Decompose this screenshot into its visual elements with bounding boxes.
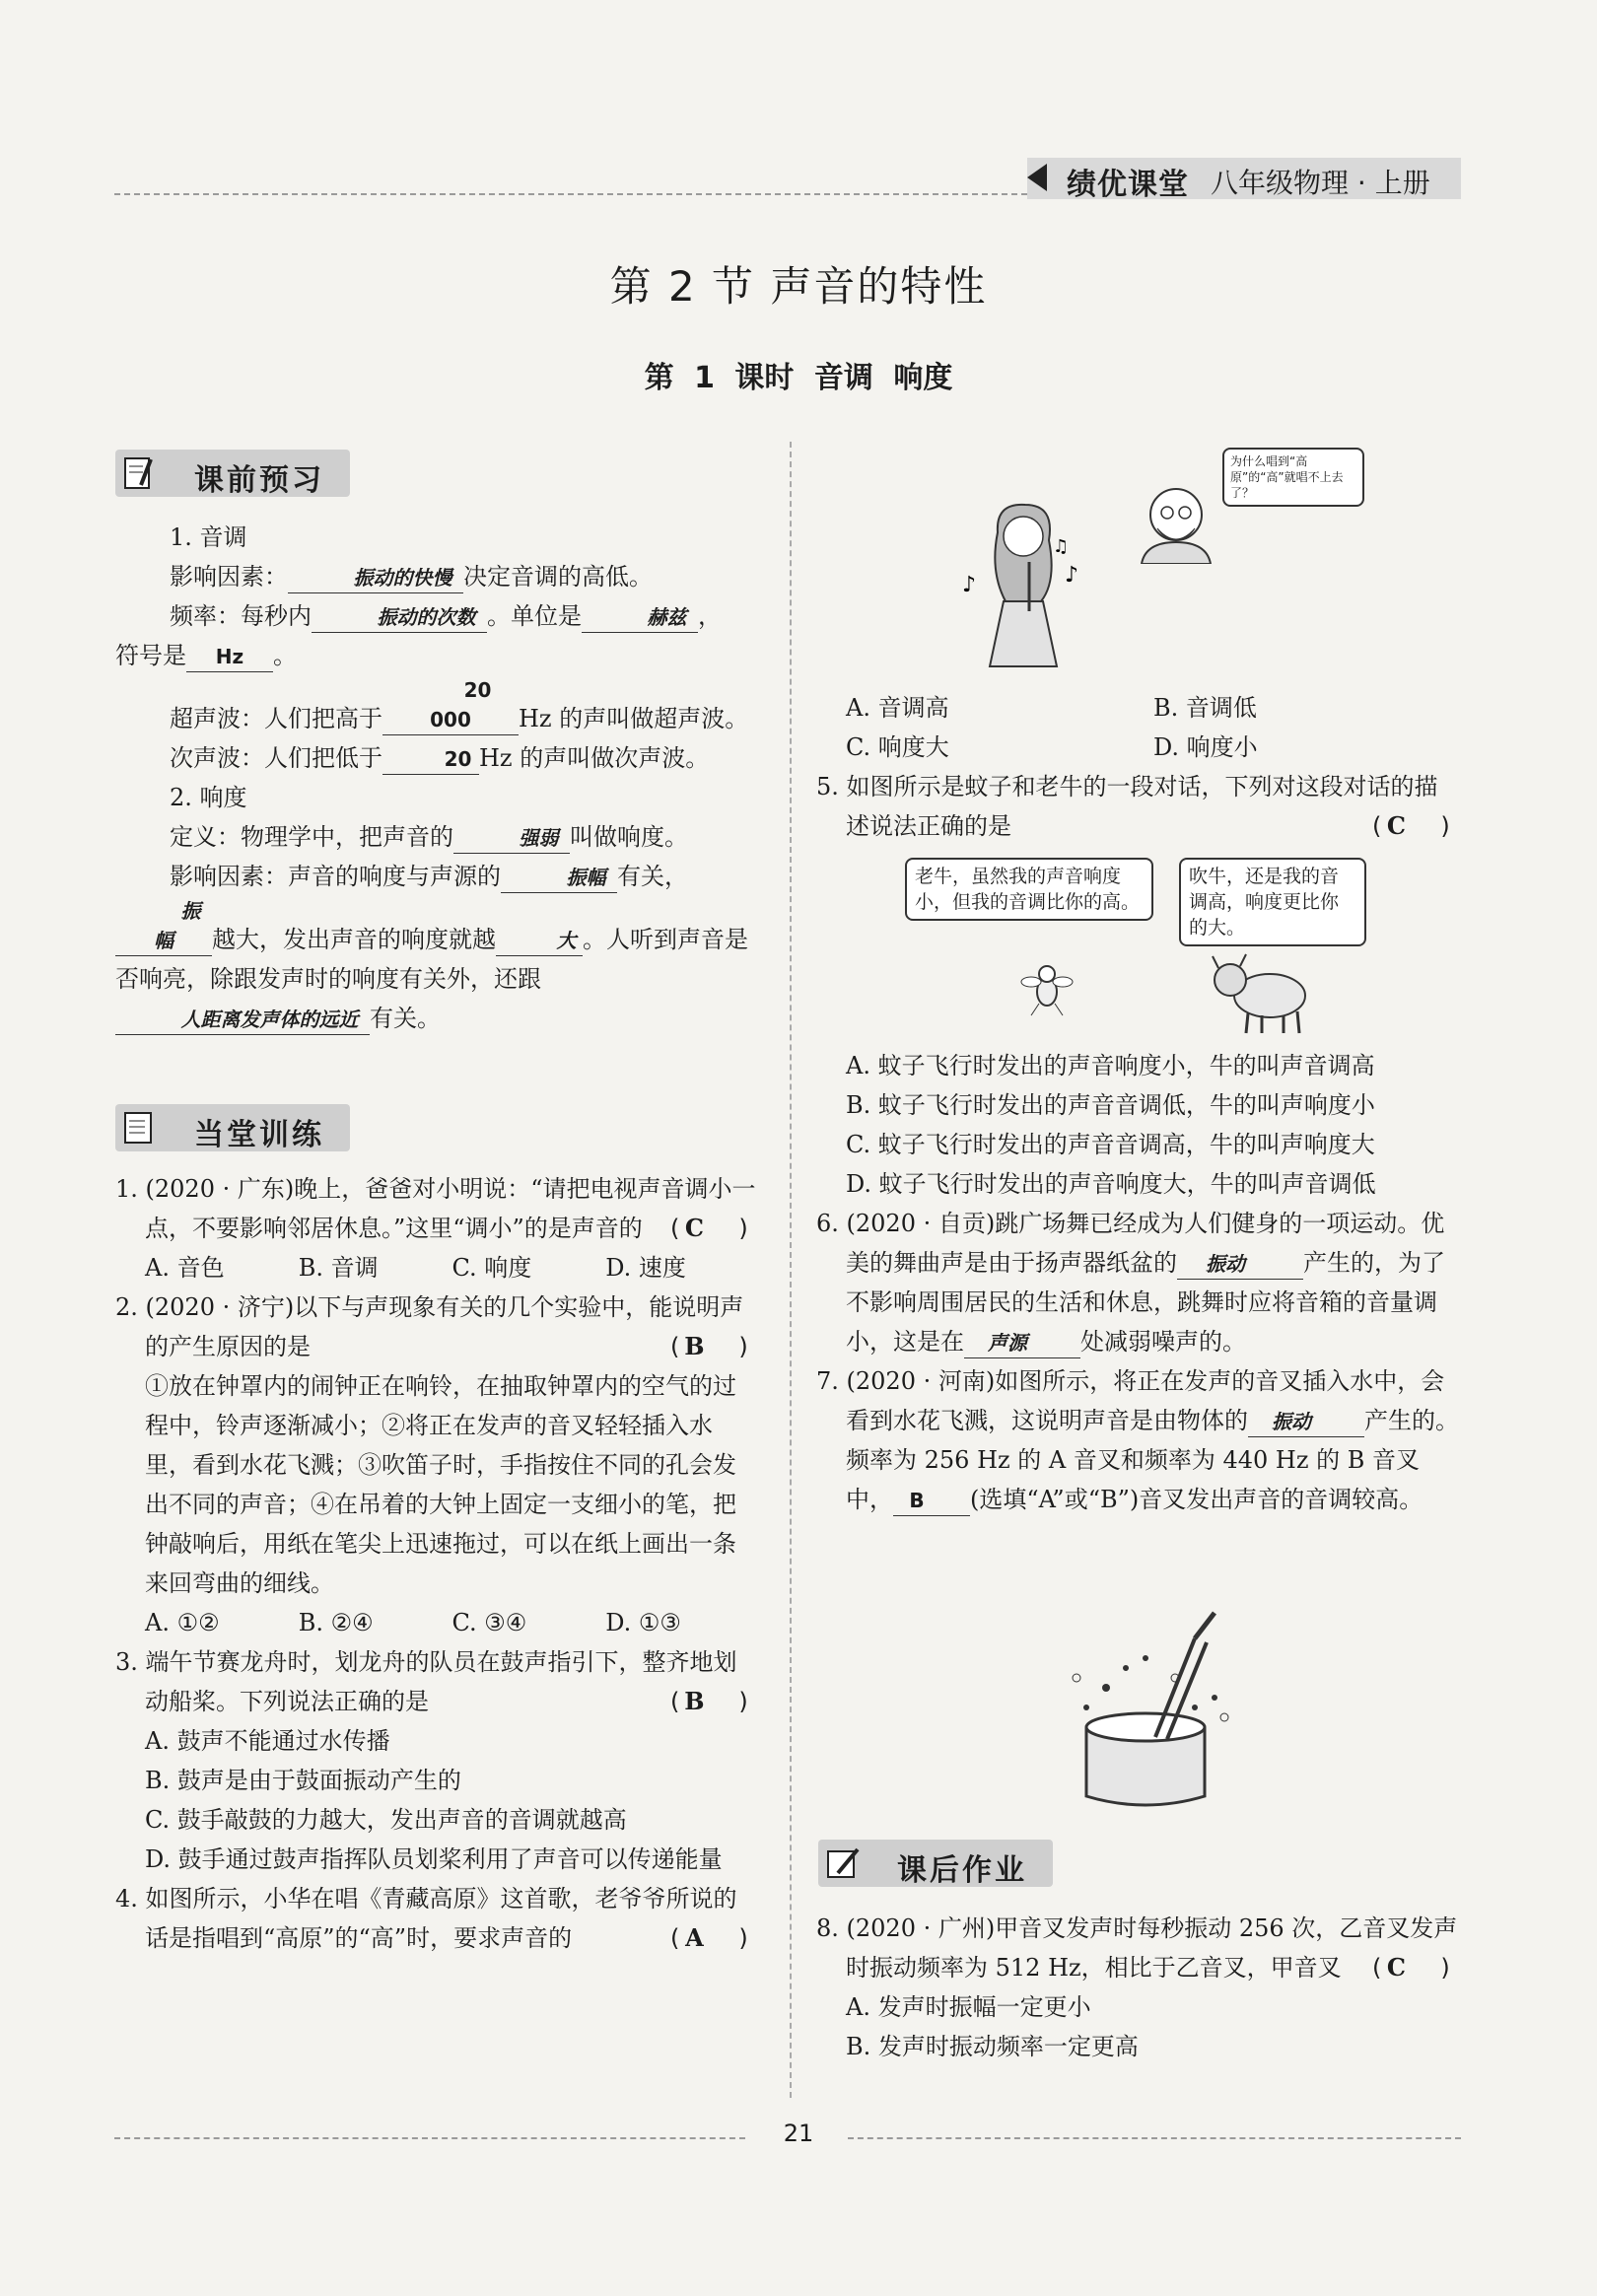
column-divider (790, 442, 792, 2098)
question-1-answer: C (684, 1214, 704, 1242)
question-3-option-d: D. 鼓手通过鼓声指挥队员划桨利用了声音可以传递能量 (145, 1845, 723, 1873)
question-2-answer: B (684, 1332, 705, 1360)
footer-rule-right (848, 2137, 1461, 2139)
question-4-answer: A (685, 1923, 704, 1952)
section-practice-text: 当堂训练 (194, 1118, 324, 1152)
preview-ultrasound: 超声波：人们把高于20 000 Hz 的声叫做超声波。 (115, 675, 759, 738)
question-8-option-a: A. 发声时振幅一定更小 (846, 1993, 1091, 2021)
question-4: 4. 如图所示，小华在唱《青藏高原》这首歌，老爷爷所说的话是指唱到“高原”的“高”时，要求声音的 ( A ) (115, 1879, 759, 1958)
question-1: 1. (2020 · 广东)晚上，爸爸对小明说：“请把电视声音调小一点，不要影响邻居休息。”这里“调小”的是声音的 ( C ) (115, 1169, 759, 1248)
notebook-pen-icon (121, 455, 161, 491)
answer-blank: 强弱 (453, 823, 570, 854)
writing-pad-icon (824, 1845, 864, 1881)
svg-text:♪: ♪ (962, 573, 977, 597)
section-title: 第 2 节 声音的特性 (609, 262, 988, 311)
section-preview-text: 课前预习 (194, 463, 324, 498)
practice-left (115, 1169, 759, 1958)
question-5: 5. 如图所示是蚊子和老牛的一段对话，下列对这段对话的描述说法正确的是 ( C ) (816, 767, 1461, 846)
preview-heading-pitch: 1. 音调 (170, 523, 247, 551)
preview-influence: 影响因素： 振动的快慢 决定音调的高低。 (115, 557, 759, 596)
header-brand: 绩优课堂 (1067, 168, 1189, 202)
grandpa-speech-bubble: 为什么唱到“高原”的“高”就唱不上去了？ (1222, 448, 1364, 507)
question-8-option-b: B. 发声时振动频率一定更高 (846, 2033, 1139, 2060)
question-5-option-a: A. 蚊子飞行时发出的声音响度小，牛的叫声音调高 (846, 1052, 1375, 1079)
preview-frequency: 频率：每秒内 振动的次数 。单位是 赫兹 ， (115, 596, 759, 636)
question-3-option-a: A. 鼓声不能通过水传播 (145, 1727, 390, 1755)
singer-girl-illustration (946, 493, 1094, 670)
section-homework-label (818, 1840, 1053, 1887)
question-2-options: A. ①② B. ②④ C. ③④ D. ①③ (145, 1609, 681, 1636)
question-4-options-row2: C. 响度大 D. 响度小 (846, 733, 1258, 761)
question-5-option-b: B. 蚊子飞行时发出的声音音调低，牛的叫声响度小 (846, 1091, 1375, 1119)
notepad-icon (121, 1110, 161, 1146)
answer-blank: 振动 (1248, 1407, 1364, 1437)
question-8-answer: C (1386, 1953, 1406, 1982)
section-homework-text: 课后作业 (897, 1853, 1027, 1888)
preview-loudness-influence: 影响因素：声音的响度与声源的 振幅 有关，振幅 越大，发出声音的响度就越 大 。人听到声音是否响亮，除跟发声时的响度有关外，还跟人距离发声体的远近 有关。 (115, 857, 759, 1038)
answer-blank: 声源 (964, 1328, 1080, 1358)
cow-speech-bubble: 吹牛，还是我的音调高，响度更比你的大。 (1179, 858, 1366, 946)
cow-illustration (1211, 950, 1309, 1035)
question-6: 6. (2020 · 自贡)跳广场舞已经成为人们健身的一项运动。优美的舞曲声是由于扬声器纸盆的 振动 产生的，为了不影响周围居民的生活和休息，跳舞时应将音箱的音量调小，这是在 声源 处减弱噪声的。 (816, 1204, 1461, 1361)
lesson-title: 第 1 课时 音调 响度 (644, 361, 953, 395)
question-5-option-c: C. 蚊子飞行时发出的声音音调高，牛的叫声响度大 (846, 1131, 1375, 1158)
answer-blank: 大 (496, 926, 583, 956)
preview-definition: 定义：物理学中，把声音的 强弱 叫做响度。 (115, 817, 759, 857)
question-8: 8. (2020 · 广州)甲音叉发声时每秒振动 256 次，乙音叉发声时振动频率为 512 Hz，相比于乙音叉，甲音叉 ( C ) (816, 1909, 1461, 1987)
section-practice-label (115, 1104, 350, 1151)
answer-blank: B (893, 1486, 970, 1516)
preview-infrasound: 次声波：人们把低于 20 Hz 的声叫做次声波。 (115, 738, 759, 778)
preview-heading-loudness: 2. 响度 (170, 784, 247, 811)
preview-symbol: 符号是 Hz 。 (115, 636, 759, 675)
header-rule (114, 193, 1027, 195)
page-number: 21 (783, 2120, 814, 2147)
answer-blank: 20 000 (382, 675, 519, 735)
tuning-fork-water-illustration (1047, 1609, 1254, 1816)
practice-right-2 (816, 1046, 1461, 1519)
answer-blank: 振动的次数 (312, 602, 487, 633)
mosquito-illustration (1017, 958, 1076, 1017)
question-7: 7. (2020 · 河南)如图所示，将正在发声的音叉插入水中，会看到水花飞溅，这说明声音是由物体的 振动 产生的。频率为 256 Hz 的 A 音叉和频率为 440 Hz 的 B 音叉中， B (选填“A”或“B”)音叉发出声音的音调较高。 (816, 1361, 1461, 1519)
answer-blank: 振幅 (501, 863, 617, 893)
practice-right (816, 688, 1461, 846)
preview-block (115, 518, 759, 1038)
answer-blank: 振动 (1177, 1249, 1303, 1280)
answer-blank: 振动的快慢 (288, 563, 463, 593)
svg-text:♪: ♪ (1065, 563, 1079, 588)
mosquito-speech-bubble: 老牛，虽然我的声音响度小，但我的音调比你的高。 (905, 858, 1153, 921)
header-subject: 八年级物理 · 上册 (1211, 167, 1430, 199)
question-3-answer: B (684, 1687, 705, 1715)
answer-blank: 振幅 (115, 896, 212, 956)
question-2-body: ①放在钟罩内的闹钟正在响铃，在抽取钟罩内的空气的过程中，铃声逐渐减小；②将正在发声的音叉轻轻插入水里，看到水花飞溅；③吹笛子时，手指按住不同的孔会发出不同的声音；④在吊着的大钟上固定一支细小的笔，把钟敲响后，用纸在笔尖上迅速拖过，可以在纸上画出一条来回弯曲的细线。 (145, 1372, 736, 1597)
answer-blank: Hz (186, 642, 273, 672)
section-preview-label (115, 450, 350, 497)
question-3: 3. 端午节赛龙舟时，划龙舟的队员在鼓声指引下，整齐地划动船桨。下列说法正确的是 ( B ) (115, 1642, 759, 1721)
question-2: 2. (2020 · 济宁)以下与声现象有关的几个实验中，能说明声的产生原因的是 ( B ) (115, 1287, 759, 1366)
answer-blank: 人距离发声体的远近 (115, 1005, 370, 1035)
answer-blank: 20 (382, 744, 479, 775)
svg-text:♫: ♫ (1053, 536, 1070, 557)
header-arrow-icon (1027, 164, 1047, 191)
answer-blank: 赫兹 (582, 602, 698, 633)
homework-block (816, 1909, 1461, 2066)
grandpa-illustration (1132, 475, 1220, 564)
question-3-option-c: C. 鼓手敲鼓的力越大，发出声音的音调就越高 (145, 1806, 627, 1834)
question-3-option-b: B. 鼓声是由于鼓面振动产生的 (145, 1767, 461, 1794)
question-5-option-d: D. 蚊子飞行时发出的声音响度大，牛的叫声音调低 (846, 1170, 1376, 1198)
question-1-options: A. 音色 B. 音调 C. 响度 D. 速度 (145, 1254, 686, 1282)
question-4-options-row1: A. 音调高 B. 音调低 (846, 694, 1257, 722)
question-5-answer: C (1386, 811, 1406, 840)
